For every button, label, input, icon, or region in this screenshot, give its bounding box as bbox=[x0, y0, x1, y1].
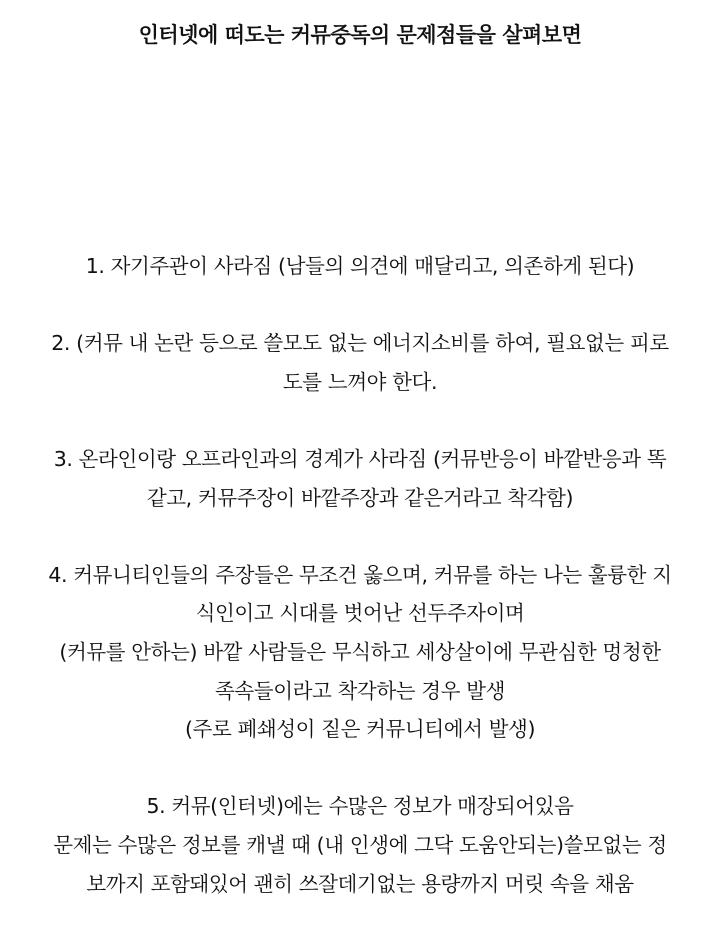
text-line: (커뮤를 안하는) 바깥 사람들은 무식하고 세상살이에 무관심한 멍청한 bbox=[59, 639, 661, 664]
page-title: 인터넷에 떠도는 커뮤중독의 문제점들을 살펴보면 bbox=[138, 23, 582, 47]
paragraph-4 bbox=[24, 556, 696, 749]
text-line: 4. 커뮤니티인들의 주장들은 무조건 옳으며, 커뮤를 하는 나는 훌륭한 지 bbox=[48, 562, 672, 587]
text-line: 보까지 포함돼있어 괜히 쓰잘데기없는 용량까지 머릿 속을 채움 bbox=[86, 871, 634, 896]
text-line: 문제는 수많은 정보를 캐낼 때 (내 인생에 그닥 도움안되는)쓸모없는 정 bbox=[53, 832, 667, 857]
text-line: 같고, 커뮤주장이 바깥주장과 같은거라고 착각함) bbox=[146, 485, 574, 510]
text-line: 식인이고 시대를 벗어난 선두주자이며 bbox=[195, 601, 525, 626]
paragraph-5 bbox=[24, 787, 696, 903]
text-line: 족속들이라고 착각하는 경우 발생 bbox=[215, 678, 505, 703]
paragraph-1 bbox=[24, 247, 696, 286]
body-text bbox=[24, 247, 696, 942]
text-line: 2. (커뮤 내 논란 등으로 쓸모도 없는 에너지소비를 하여, 필요없는 피로 bbox=[51, 331, 669, 356]
text-line: 5. 커뮤(인터넷)에는 수많은 정보가 매장되어있음 bbox=[146, 794, 574, 819]
paragraph-2 bbox=[24, 324, 696, 401]
text-line: (주로 폐쇄성이 짙은 커뮤니티에서 발생) bbox=[184, 717, 536, 742]
text-line: 1. 자기주관이 사라짐 (남들의 의견에 매달리고, 의존하게 된다) bbox=[85, 254, 635, 278]
text-line: 도를 느껴야 한다. bbox=[282, 369, 438, 394]
paragraph-3 bbox=[24, 440, 696, 517]
text-line: 3. 온라인이랑 오프라인과의 경계가 사라짐 (커뮤반응이 바깥반응과 똑 bbox=[53, 446, 667, 471]
